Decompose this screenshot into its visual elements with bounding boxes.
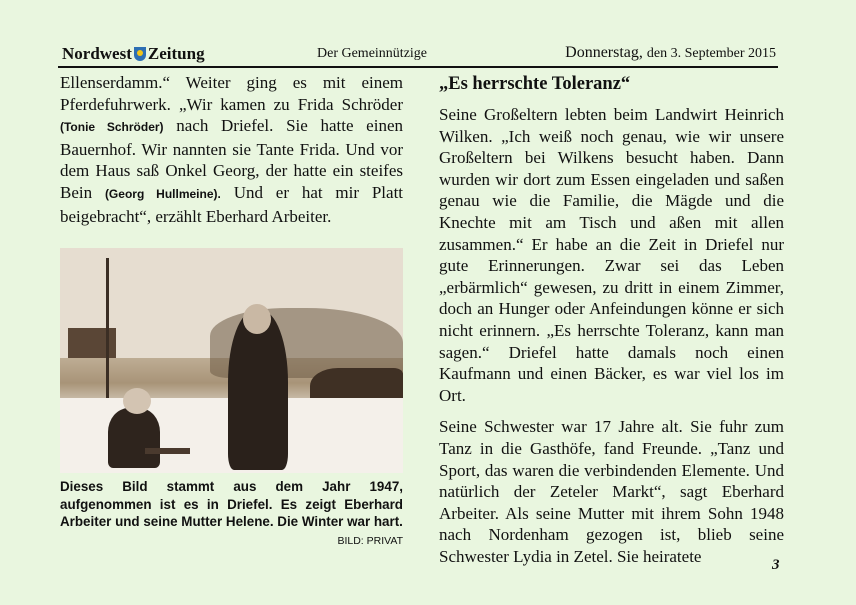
annotation-tonie: (Tonie Schröder)	[60, 120, 164, 135]
right-column	[439, 104, 784, 567]
page-header	[58, 44, 778, 68]
annotation-georg: (Georg Hullmeine).	[104, 186, 221, 201]
photo-child-head	[123, 388, 151, 414]
photo-caption	[60, 478, 403, 550]
issue-date-rest: den 3. September 2015	[646, 46, 776, 61]
left-text-2: nach Driefel. Sie hatte einen Bauernhof. Wir nannten sie Tante Frida. Und vor dem Haus saß Onkel Georg, der hatte ein steifes Bein	[60, 116, 403, 202]
left-column	[60, 72, 403, 227]
crest-icon	[134, 47, 146, 61]
masthead-name-part2: Zeitung	[147, 44, 205, 63]
photo-sled	[145, 448, 190, 454]
photo-child	[108, 408, 160, 468]
historic-photo	[60, 248, 403, 473]
photo-mother-head	[243, 304, 271, 334]
left-paragraph	[60, 72, 403, 227]
issue-weekday: Donnerstag,	[565, 44, 643, 61]
photo-mother	[228, 310, 288, 470]
right-paragraph-2: Seine Schwester war 17 Jahre alt. Sie fuhr zum Tanz in die Gasthöfe, fand Freunde. „Tanz und Sport, das waren die verbindenden Elemente. Und natürlich der Zeteler Markt“, sagt Eberhard Arbeiter. Als seine Mutter mit ihrem Sohn 1948 nach Nordenham gezogen ist, blieb seine Schwester Lydia in Zetel. Sie heiratete	[439, 417, 784, 566]
left-text-1: Ellenserdamm.“ Weiter ging es mit einem Pferdefuhrwerk. „Wir kamen zu Frida Schröder	[60, 73, 403, 114]
masthead-name-part1: Nordwest	[62, 44, 132, 63]
issue-date	[565, 44, 776, 62]
newspaper-masthead	[62, 44, 205, 64]
caption-text: Dieses Bild stammt aus dem Jahr 1947, aufgenommen ist es in Driefel. Es zeigt Eberhard Arbeiter und seine Mutter Helene. Die Winter war hart.	[60, 479, 403, 529]
page-number: 3	[772, 557, 780, 573]
photo-pole	[106, 258, 109, 398]
article-subheadline: „Es herrschte Toleranz“	[439, 74, 631, 94]
right-paragraph-1: Seine Großeltern lebten beim Landwirt Heinrich Wilken. „Ich weiß noch genau, wie wir unsere Großeltern bei Wilkens besucht haben. Dann wurden wir dort zum Essen eingeladen und saßen genau wie die Familie, die Mägde und die Knechte mit am Tisch und aßen mit allen zusammen.“ Er habe an die Zeit in Driefel nur gute Erinnerungen. Zwar sei das Leben „erbärmlich“ gewesen, zu dritt in einem Zimmer, doch an Hunger oder Anfeindungen könne er sich nicht erinnern. „Es herrschte Toleranz, kann man sagen.“ Driefel hatte damals noch einen Kaufmann und einen Bäcker, es war viel los im Ort.	[439, 105, 784, 405]
section-title: Der Gemeinnützige	[317, 46, 428, 61]
photo-credit: BILD: PRIVAT	[337, 534, 403, 547]
left-text-3: Und er hat mir Platt beigebracht“, erzählt Eberhard Arbeiter.	[60, 182, 404, 226]
